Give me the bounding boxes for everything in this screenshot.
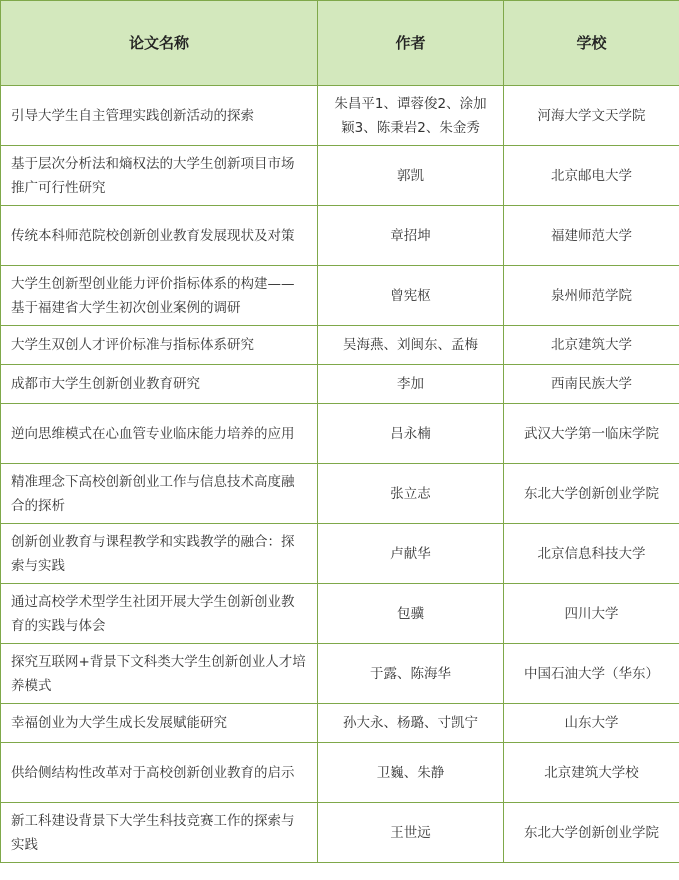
paper-title: 大学生创新型创业能力评价指标体系的构建——基于福建省大学生初次创业案例的调研 — [1, 266, 318, 326]
header-row — [1, 1, 679, 86]
paper-school: 北京信息科技大学 — [504, 524, 679, 584]
paper-authors: 张立志 — [318, 464, 504, 524]
paper-school: 福建师范大学 — [504, 206, 679, 266]
paper-authors: 卫巍、朱静 — [318, 743, 504, 803]
paper-authors: 吕永楠 — [318, 404, 504, 464]
table-row — [1, 803, 679, 863]
table-row — [1, 266, 679, 326]
paper-school: 泉州师范学院 — [504, 266, 679, 326]
paper-school: 东北大学创新创业学院 — [504, 464, 679, 524]
paper-title: 通过高校学术型学生社团开展大学生创新创业教育的实践与体会 — [1, 584, 318, 644]
paper-title: 创新创业教育与课程教学和实践教学的融合：探索与实践 — [1, 524, 318, 584]
paper-authors: 孙大永、杨璐、寸凯宁 — [318, 704, 504, 743]
paper-authors: 包骥 — [318, 584, 504, 644]
paper-title: 传统本科师范院校创新创业教育发展现状及对策 — [1, 206, 318, 266]
paper-school: 北京邮电大学 — [504, 146, 679, 206]
paper-school: 西南民族大学 — [504, 365, 679, 404]
table-row — [1, 146, 679, 206]
paper-title: 幸福创业为大学生成长发展赋能研究 — [1, 704, 318, 743]
paper-authors: 曾宪枢 — [318, 266, 504, 326]
header-title: 论文名称 — [1, 1, 318, 86]
paper-authors: 郭凯 — [318, 146, 504, 206]
paper-authors: 章招坤 — [318, 206, 504, 266]
paper-authors: 吴海燕、刘闽东、孟梅 — [318, 326, 504, 365]
table-row — [1, 206, 679, 266]
paper-school: 武汉大学第一临床学院 — [504, 404, 679, 464]
paper-title: 新工科建设背景下大学生科技竞赛工作的探索与实践 — [1, 803, 318, 863]
paper-title: 成都市大学生创新创业教育研究 — [1, 365, 318, 404]
table-header — [1, 1, 679, 86]
table-row — [1, 326, 679, 365]
paper-title: 引导大学生自主管理实践创新活动的探索 — [1, 86, 318, 146]
paper-title: 逆向思维模式在心血管专业临床能力培养的应用 — [1, 404, 318, 464]
paper-school: 河海大学文天学院 — [504, 86, 679, 146]
table-row — [1, 584, 679, 644]
table-row — [1, 524, 679, 584]
paper-school: 中国石油大学（华东） — [504, 644, 679, 704]
header-authors: 作者 — [318, 1, 504, 86]
header-school: 学校 — [504, 1, 679, 86]
table-body — [1, 86, 679, 863]
paper-school: 山东大学 — [504, 704, 679, 743]
paper-title: 精准理念下高校创新创业工作与信息技术高度融合的探析 — [1, 464, 318, 524]
table-row — [1, 743, 679, 803]
paper-title: 供给侧结构性改革对于高校创新创业教育的启示 — [1, 743, 318, 803]
paper-title: 大学生双创人才评价标准与指标体系研究 — [1, 326, 318, 365]
paper-authors: 李加 — [318, 365, 504, 404]
table-row — [1, 365, 679, 404]
table-row — [1, 704, 679, 743]
table-row — [1, 644, 679, 704]
table-row — [1, 464, 679, 524]
paper-authors: 卢献华 — [318, 524, 504, 584]
paper-school: 四川大学 — [504, 584, 679, 644]
paper-school: 北京建筑大学校 — [504, 743, 679, 803]
table-row — [1, 404, 679, 464]
paper-title: 基于层次分析法和熵权法的大学生创新项目市场推广可行性研究 — [1, 146, 318, 206]
paper-authors: 王世远 — [318, 803, 504, 863]
paper-title: 探究互联网+背景下文科类大学生创新创业人才培养模式 — [1, 644, 318, 704]
paper-school: 东北大学创新创业学院 — [504, 803, 679, 863]
paper-authors: 于露、陈海华 — [318, 644, 504, 704]
paper-school: 北京建筑大学 — [504, 326, 679, 365]
table-row — [1, 86, 679, 146]
paper-authors: 朱昌平1、谭蓉俊2、涂加颖3、陈秉岩2、朱金秀 — [318, 86, 504, 146]
